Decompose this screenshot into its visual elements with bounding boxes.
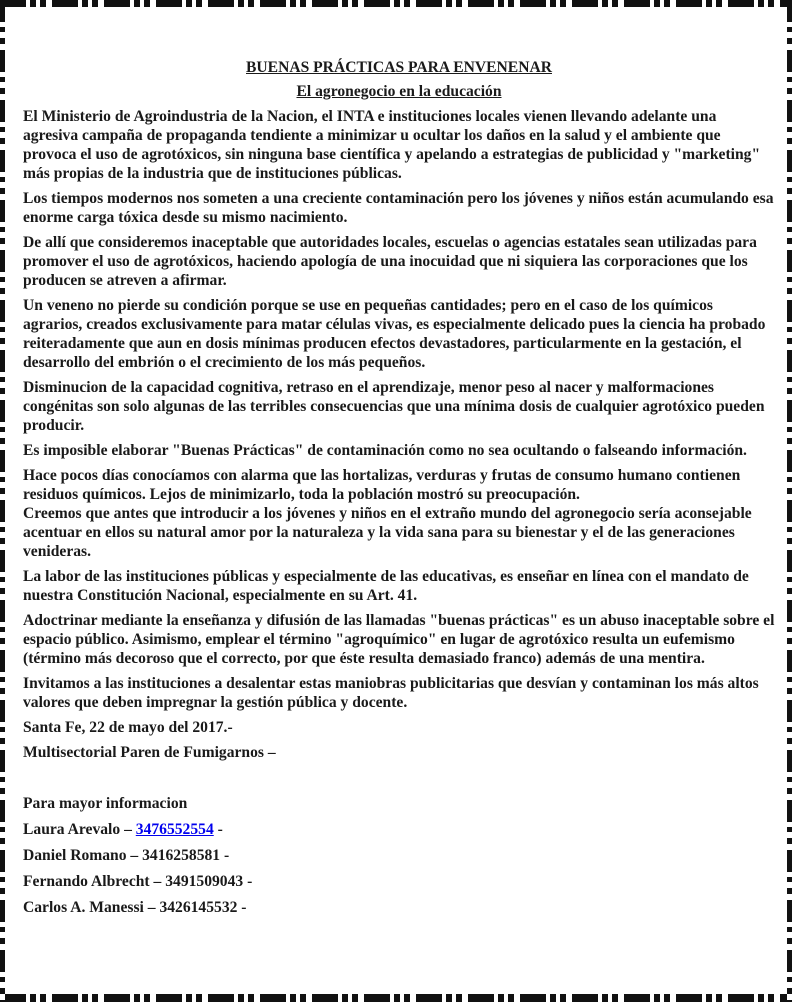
dashed-border-bottom: [0, 994, 792, 1002]
contact-daniel-romano: Daniel Romano – 3416258581 -: [23, 847, 230, 864]
paragraph-11: Invitamos a las instituciones a desalentar estas maniobras publicitarias que desvían y contaminan los más altos valores que deben impregnar la gestión pública y docente.: [23, 675, 759, 711]
paragraph-10: Adoctrinar mediante la enseñanza y difusión de las llamadas "buenas prácticas" es un abuso inaceptable sobre el espacio público. Asimismo, emplear el término "agroquímico" en lugar de agrotóxico resulta un eufemismo (término más decoroso que el correcto, por que éste resulta demasiado franco) además de una mentira.: [23, 612, 775, 667]
spacer: [23, 768, 775, 794]
paragraph-1: El Ministerio de Agroindustria de la Nacion, el INTA e instituciones locales vienen llevando adelante una agresiva campaña de propaganda tendiente a minimizar u ocultar los daños en la salud y el ambiente que provoca el uso de agrotóxicos, sin ninguna base científica y apelando a estrategias de publicidad y "marketing" más propias de la industria que de instituciones públicas.: [23, 108, 761, 182]
paragraph-9: La labor de las instituciones públicas y especialmente de las educativas, es enseñar en línea con el mandato de nuestra Constitución Nacional, especialmente en su Art. 41.: [23, 568, 749, 604]
contact-name: Laura Arevalo –: [23, 821, 136, 838]
dashed-border-top: [0, 0, 792, 7]
contact-laura-arevalo: [23, 820, 775, 839]
document-subtitle: El agronegocio en la educación: [296, 83, 502, 100]
paragraph-3: De allí que consideremos inaceptable que autoridades locales, escuelas o agencias estatales sean utilizadas para promover el uso de agrotóxicos, haciendo apología de una inocuidad que ni siquiera las corporaciones que los producen se atreven a afirmar.: [23, 234, 757, 289]
dashed-border-left: [0, 0, 5, 1002]
document-title: BUENAS PRÁCTICAS PARA ENVENENAR: [246, 59, 552, 76]
document-body: [23, 58, 775, 924]
contact-fernando-albrecht: Fernando Albrecht – 3491509043 -: [23, 873, 253, 890]
contact-title: Para mayor informacion: [23, 795, 188, 812]
paragraph-5: Disminucion de la capacidad cognitiva, retraso en el aprendizaje, menor peso al nacer y malformaciones congénitas son solo algunas de las terribles consecuencias que una mínima dosis de cualquier agrotóxico pueden producir.: [23, 379, 765, 434]
signature: Multisectorial Paren de Fumigarnos –: [23, 744, 276, 761]
paragraph-8: Creemos que antes que introducir a los jóvenes y niños en el extraño mundo del agronegocio sería aconsejable acentuar en ellos su natural amor por la naturaleza y la vida sana para su bienestar y el de las generaciones venideras.: [23, 505, 752, 560]
contact-suffix: -: [213, 821, 223, 838]
paragraph-7: Hace pocos días conocíamos con alarma que las hortalizas, verduras y frutas de consumo humano contienen residuos químicos. Lejos de minimizarlo, toda la población mostró su preocupación.: [23, 467, 741, 503]
paragraph-2: Los tiempos modernos nos someten a una creciente contaminación pero los jóvenes y niños están acumulando esa enorme carga tóxica desde su mismo nacimiento.: [23, 190, 774, 226]
paragraph-4: Un veneno no pierde su condición porque se use en pequeñas cantidades; pero en el caso de los químicos agrarios, creados exclusivamente para matar células vivas, es especialmente delicado pues la ciencia ha probado reiteradamente que aun en dosis mínimas producen efectos devastadores, particularmente en la gestación, el desarrollo del embrión o el crecimiento de los más pequeños.: [23, 297, 766, 371]
paragraph-6: Es imposible elaborar "Buenas Prácticas" de contaminación como no sea ocultando o falseando información.: [23, 442, 747, 459]
contact-carlos-manessi: Carlos A. Manessi – 3426145532 -: [23, 899, 247, 916]
date-line: Santa Fe, 22 de mayo del 2017.-: [23, 719, 233, 736]
phone-link[interactable]: 3476552554: [135, 821, 214, 838]
dashed-border-right: [787, 0, 792, 1002]
